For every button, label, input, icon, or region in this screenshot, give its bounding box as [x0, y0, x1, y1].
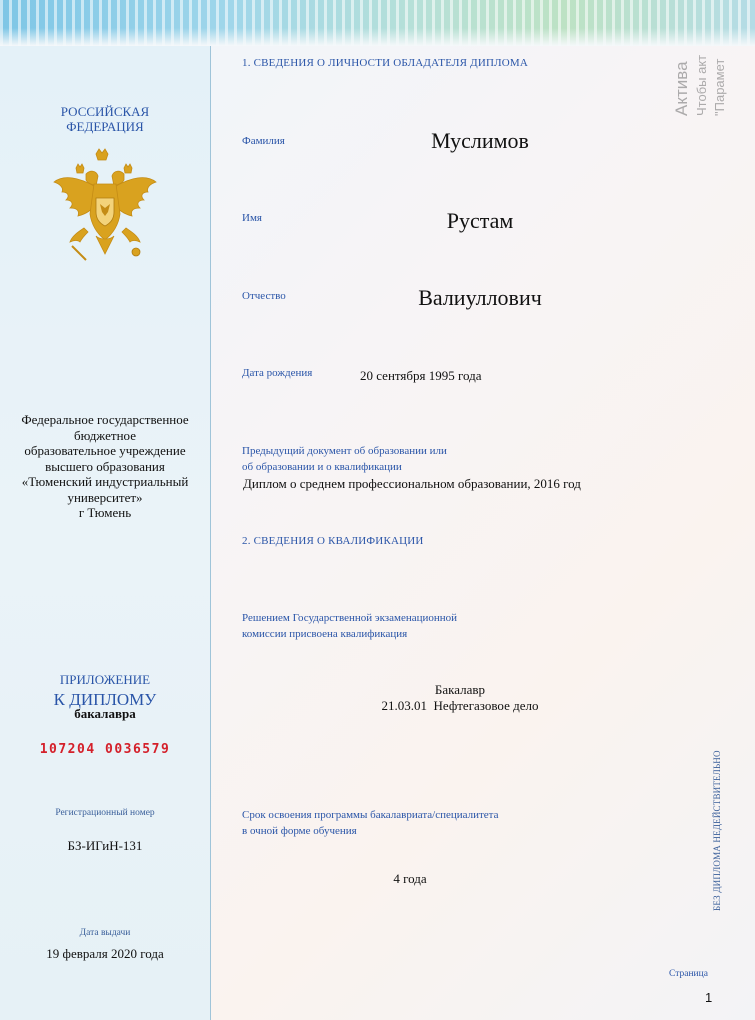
surname-label: Фамилия — [242, 135, 285, 147]
section-2-title: 2. СВЕДЕНИЯ О КВАЛИФИКАЦИИ — [242, 535, 424, 547]
issue-date: 19 февраля 2020 года — [46, 946, 164, 961]
name-value: Рустам — [446, 208, 514, 233]
country-heading: РОССИЙСКАЯ ФЕДЕРАЦИЯ — [60, 104, 150, 134]
validity-note: БЕЗ ДИПЛОМА НЕДЕЙСТВИТЕЛЬНО — [712, 750, 722, 912]
institution-name: Федеральное государственное бюджетное образовательное учреждение высшего образования «Тюменский индустриальный университет» г Тюмень — [21, 412, 189, 520]
previous-document-label: Предыдущий документ об образовании или об образовании и о квалификации — [242, 445, 447, 473]
watermark-line: Актива — [672, 61, 691, 116]
patronymic-label: Отчество — [242, 290, 286, 302]
issue-date-label: Дата выдачи — [79, 928, 131, 938]
name-label: Имя — [242, 212, 262, 224]
panel-divider — [210, 46, 211, 1020]
decorative-top-strip — [0, 0, 755, 46]
birth-date-label: Дата рождения — [242, 367, 313, 379]
previous-document-value: Диплом о среднем профессиональном образовании, 2016 год — [243, 476, 581, 491]
registration-number: БЗ-ИГиН-131 — [67, 838, 143, 853]
activation-watermark — [668, 30, 754, 120]
russian-coat-of-arms-icon — [50, 148, 160, 266]
degree-level: бакалавра — [74, 706, 136, 721]
study-term-value: 4 года — [393, 871, 427, 886]
serial-number: 107204 0036579 — [39, 742, 171, 757]
qualification-value: Бакалавр 21.03.01 Нефтегазовое дело — [381, 682, 539, 713]
registration-label: Регистрационный номер — [55, 808, 155, 818]
surname-value: Муслимов — [431, 128, 529, 153]
appendix-subtitle: К ДИПЛОМУ — [53, 690, 157, 709]
watermark-line: "Парамет — [712, 58, 727, 116]
page-number: 1 — [705, 990, 713, 1005]
section-1-title: 1. СВЕДЕНИЯ О ЛИЧНОСТИ ОБЛАДАТЕЛЯ ДИПЛОМА — [242, 57, 529, 69]
qualification-decision-label: Решением Государственной экзаменационной комиссии присвоена квалификация — [242, 612, 458, 640]
watermark-line: Чтобы акт — [694, 54, 709, 116]
study-term-label: Срок освоения программы бакалавриата/специалитета в очной форме обучения — [242, 809, 499, 837]
appendix-title: ПРИЛОЖЕНИЕ — [59, 672, 151, 687]
birth-date-value: 20 сентября 1995 года — [360, 368, 482, 383]
patronymic-value: Валиуллович — [418, 285, 542, 310]
page-label: Страница — [669, 969, 708, 979]
